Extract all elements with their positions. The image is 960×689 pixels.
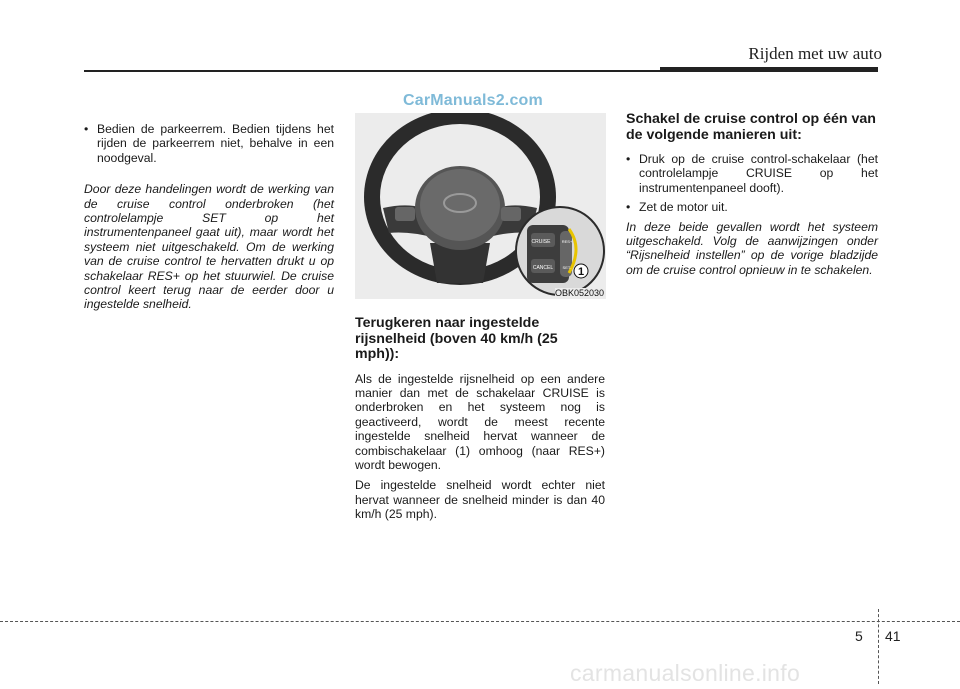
bullet-parking-brake: • Bedien de parkeerrem. Bedien tijdens het rijden de parkeerrem niet, behalve in een noodgeval. [84, 122, 334, 165]
header-rule-thick [660, 67, 878, 72]
watermark-top: CarManuals2.com [403, 92, 543, 109]
cruise-interrupt-note: Door deze handelingen wordt de werking van de cruise control onderbroken (het controlelampje SET op het instrumentenpaneel gaat uit), maar wordt het systeem niet uitgeschakeld. Om de werking van de cruise control te hervatten drukt u op schakelaar RES+ op het stuurwiel. De cruise control keert terug naar de eerder door u ingestelde snelheid. [84, 182, 334, 312]
watermark-bottom: carmanualsonline.info [570, 660, 801, 686]
callout-number: 1 [577, 266, 585, 278]
footer-vertical-divider [878, 609, 879, 684]
right-column [626, 112, 878, 277]
steering-wheel-illustration [355, 113, 606, 299]
set-switch-label: SET- [562, 265, 572, 270]
cancel-cruise-note: In deze beide gevallen wordt het systeem uitgeschakeld. Volg de aanwijzingen onder “Rijsnelheid instellen” op de vorige bladzijde om de cruise control opnieuw in te schakelen. [626, 219, 878, 277]
resume-speed-limit-paragraph: De ingestelde snelheid wordt echter niet hervat wanneer de snelheid minder is dan 40 km/h (25 mph). [355, 478, 605, 522]
header-rule-thin [84, 70, 660, 72]
cruise-switch-label: CRUISE [531, 239, 551, 245]
section-number: 5 [855, 628, 863, 644]
section-header-title: Rijden met uw auto [748, 44, 882, 63]
cancel-switch-label: CANCEL [532, 265, 554, 271]
figure-code: OBK052030 [554, 288, 604, 298]
bullet-press-cruise-switch: • Druk op de cruise control-schakelaar (het controlelampje CRUISE op het instrumentenpaneel dooft). [626, 152, 878, 195]
left-column [84, 122, 334, 312]
resume-speed-heading: Terugkeren naar ingestelde rijsnelheid (boven 40 km/h (25 mph)): [355, 315, 558, 362]
middle-column [355, 316, 605, 522]
steering-wheel-figure [355, 113, 606, 299]
cancel-cruise-heading: Schakel de cruise control op één van de volgende manieren uit: [626, 111, 876, 143]
bullet-engine-off: • Zet de motor uit. [626, 200, 878, 214]
page-number: 41 [885, 628, 901, 644]
resume-speed-paragraph: Als de ingestelde rijsnelheid op een andere manier dan met de schakelaar CRUISE is onderbroken en het systeem nog is geactiveerd, wordt de meest recente ingestelde snelheid hervat wanneer de combischakelaar (1) omhoog (naar RES+) wordt bewogen. [355, 371, 605, 472]
res-switch-label: RES+ [561, 239, 573, 244]
footer-divider [0, 621, 960, 622]
